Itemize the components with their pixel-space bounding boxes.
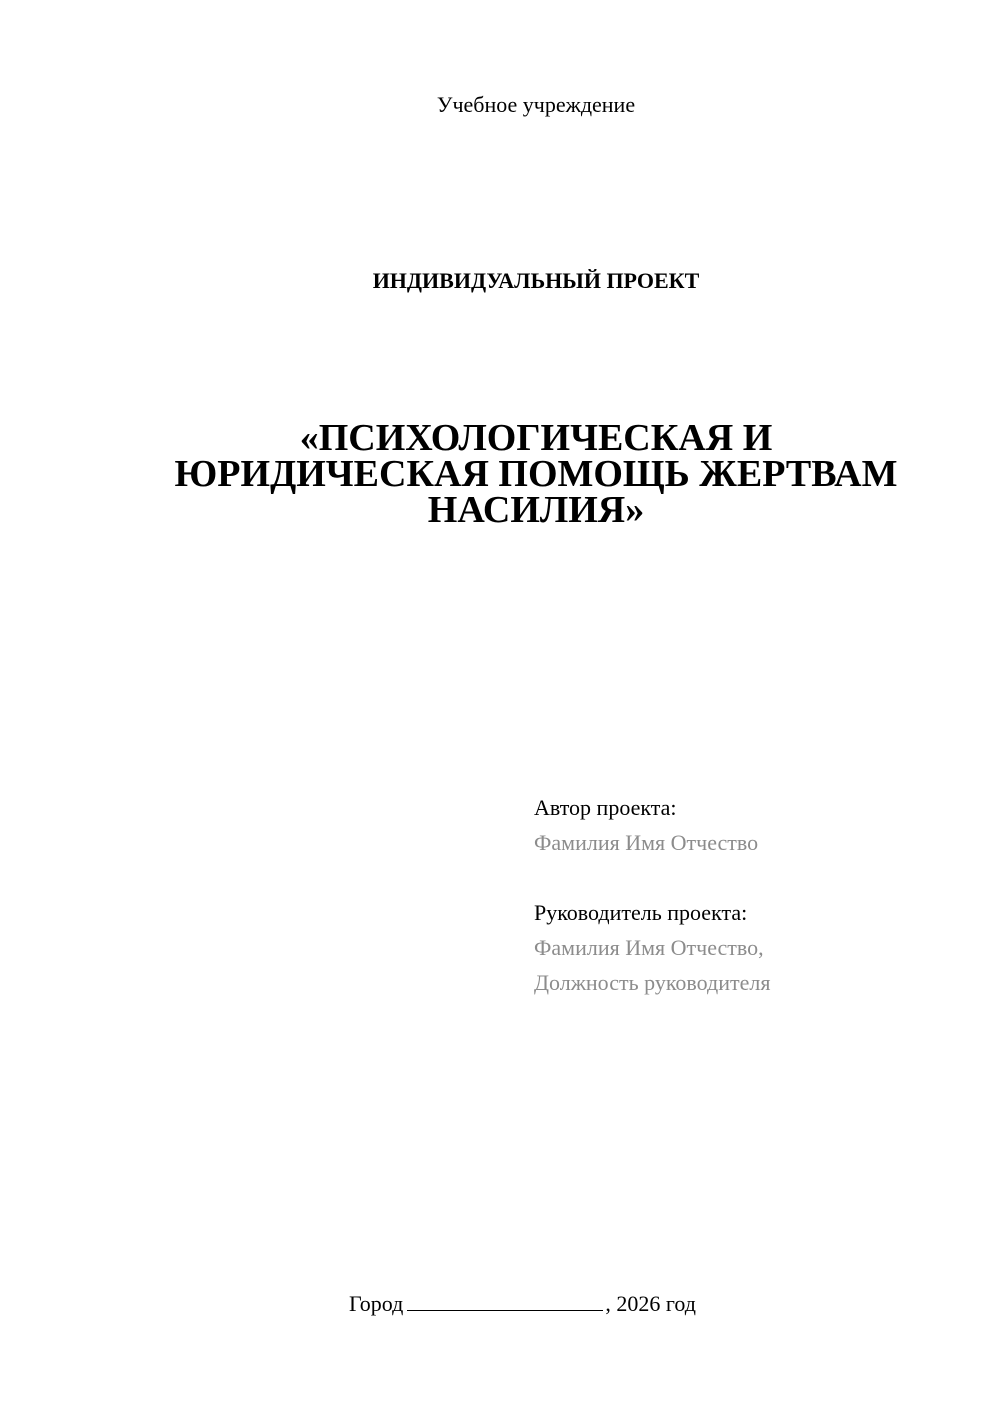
info-spacer — [534, 860, 770, 895]
project-title — [0, 417, 1000, 531]
author-name: Фамилия Имя Отчество — [534, 830, 759, 855]
project-info-block — [534, 790, 770, 1000]
project-type-heading: ИНДИВИДУАЛЬНЫЙ ПРОЕКТ — [372, 268, 700, 293]
city-label: Город — [349, 1291, 404, 1316]
supervisor-position: Должность руководителя — [534, 970, 771, 995]
project-title-line-3: НАСИЛИЯ» — [427, 489, 645, 531]
project-title-line-2: ЮРИДИЧЕСКАЯ ПОМОЩЬ ЖЕРТВАМ — [174, 453, 898, 495]
year-text: , 2026 год — [605, 1291, 696, 1316]
author-label: Автор проекта: — [534, 795, 677, 820]
institution-name: Учебное учреждение — [436, 92, 636, 117]
project-title-line-1: «ПСИХОЛОГИЧЕСКАЯ И — [299, 417, 773, 459]
city-year-line — [349, 1290, 696, 1317]
supervisor-label: Руководитель проекта: — [534, 900, 748, 925]
city-blank-line — [407, 1290, 603, 1311]
supervisor-name: Фамилия Имя Отчество, — [534, 935, 764, 960]
